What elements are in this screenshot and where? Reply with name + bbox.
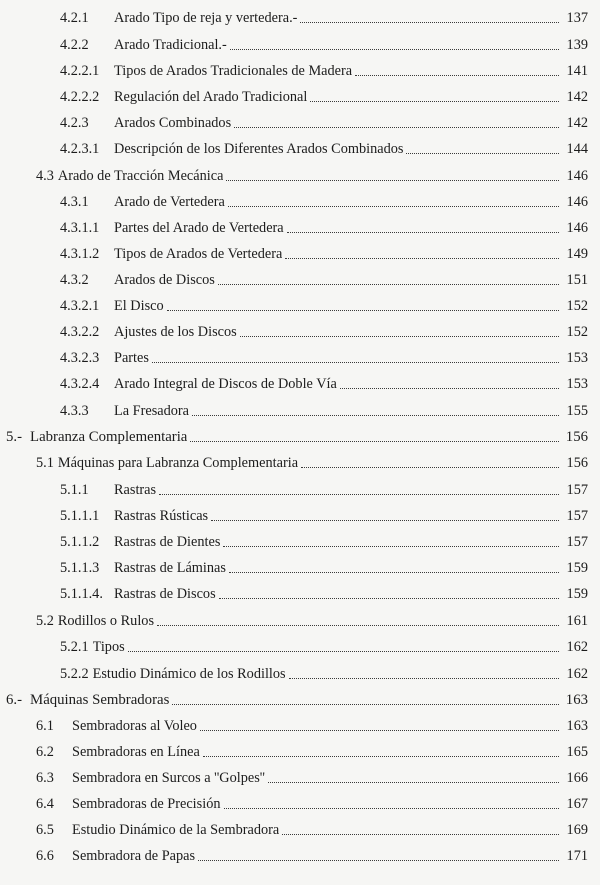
toc-entry-number: 4.2.3.1 xyxy=(60,141,100,157)
toc-entry[interactable] xyxy=(60,58,588,80)
toc-entry-page: 144 xyxy=(566,141,588,157)
toc-entry-number: 6.3 xyxy=(36,770,54,786)
toc-entry-page: 156 xyxy=(566,455,588,471)
dot-leader xyxy=(240,336,559,337)
toc-entry-page: 146 xyxy=(566,220,588,236)
dot-leader xyxy=(219,598,559,599)
toc-entry-page: 157 xyxy=(566,508,588,524)
dot-leader xyxy=(289,678,559,679)
toc-entry-title: Rastras de Discos xyxy=(114,586,216,602)
dot-leader xyxy=(128,651,559,652)
toc-entry-title: Máquinas para Labranza Complementaria xyxy=(57,455,299,471)
toc-entry-page: 149 xyxy=(566,246,588,262)
toc-entry-page: 169 xyxy=(566,822,588,838)
dot-leader xyxy=(223,546,559,547)
toc-entry-number: 4.2.1 xyxy=(60,10,89,26)
dot-leader xyxy=(340,388,559,389)
toc-entry[interactable] xyxy=(36,450,588,472)
toc-entry-title: Arado Tipo de reja y vertedera.- xyxy=(114,10,298,26)
toc-entry-page: 151 xyxy=(566,272,588,288)
dot-leader xyxy=(229,572,559,573)
toc-entry-title: Partes xyxy=(114,350,149,366)
toc-entry-number: 6.1 xyxy=(36,718,54,734)
toc-entry[interactable] xyxy=(60,371,588,393)
dot-leader xyxy=(228,206,559,207)
dot-leader xyxy=(211,520,559,521)
toc-entry[interactable] xyxy=(36,843,588,865)
toc-entry[interactable] xyxy=(60,345,588,367)
toc-entry-number: 5.1 xyxy=(36,455,54,471)
toc-entry-page: 153 xyxy=(566,376,588,392)
toc-entry-number: 4.2.2.1 xyxy=(60,63,100,79)
dot-leader xyxy=(287,232,559,233)
toc-entry-page: 156 xyxy=(565,429,588,445)
toc-entry-title: Rodillos o Rulos xyxy=(57,613,155,629)
toc-entry-number: 4.3.2 xyxy=(60,272,89,288)
toc-entry-page: 139 xyxy=(566,37,588,53)
toc-entry-title: Sembradora en Surcos a ''Golpes'' xyxy=(72,770,265,786)
toc-entry-number: 6.4 xyxy=(36,796,54,812)
toc-entry[interactable] xyxy=(60,529,588,551)
toc-entry[interactable] xyxy=(60,5,588,27)
toc-entry-title: Arados de Discos xyxy=(114,272,215,288)
toc-entry-number: 5.- xyxy=(6,429,23,445)
toc-entry-title: Tipos de Arados Tradicionales de Madera xyxy=(114,63,353,79)
toc-entry-title: Máquinas Sembradoras xyxy=(30,692,170,708)
dot-leader xyxy=(282,834,559,835)
toc-entry-title: Arado de Tracción Mecánica xyxy=(57,168,224,184)
toc-entry-page: 163 xyxy=(566,718,588,734)
toc-entry-title: Sembradoras de Precisión xyxy=(72,796,221,812)
toc-entry-title: Arados Combinados xyxy=(114,115,232,131)
toc-entry-number: 4.3.2.2 xyxy=(60,324,100,340)
dot-leader xyxy=(234,127,559,128)
toc-entry-number: 5.2.1 xyxy=(60,639,89,655)
dot-leader xyxy=(159,494,559,495)
toc-entry-number: 4.2.3 xyxy=(60,115,89,131)
dot-leader xyxy=(406,153,559,154)
dot-leader xyxy=(198,860,559,861)
toc-entry-page: 155 xyxy=(566,403,588,419)
toc-entry[interactable] xyxy=(36,713,588,735)
dot-leader xyxy=(152,362,559,363)
toc-entry-page: 137 xyxy=(566,10,588,26)
dot-leader xyxy=(218,284,559,285)
toc-entry-page: 162 xyxy=(566,666,588,682)
dot-leader xyxy=(300,22,559,23)
toc-entry-number: 4.3.1.1 xyxy=(60,220,100,236)
toc-entry-page: 146 xyxy=(566,194,588,210)
dot-leader xyxy=(355,75,559,76)
toc-entry-number: 5.1.1.4. xyxy=(60,586,103,602)
toc-entry[interactable] xyxy=(60,241,588,263)
toc-entry-number: 4.2.2 xyxy=(60,37,89,53)
toc-entry[interactable] xyxy=(60,555,588,577)
toc-entry[interactable] xyxy=(60,503,588,525)
toc-entry-title: Regulación del Arado Tradicional xyxy=(114,89,308,105)
dot-leader xyxy=(285,258,559,259)
toc-entry[interactable] xyxy=(60,189,588,211)
toc-entry[interactable] xyxy=(36,765,588,787)
toc-entry-number: 6.5 xyxy=(36,822,54,838)
dot-leader xyxy=(224,808,560,809)
toc-entry-number: 4.3 xyxy=(36,168,54,184)
toc-entry[interactable] xyxy=(60,84,588,106)
toc-entry-title: Arado Tradicional.- xyxy=(114,37,227,53)
toc-entry-page: 161 xyxy=(566,613,588,629)
toc-entry-number: 4.3.2.1 xyxy=(60,298,100,314)
toc-entry-page: 166 xyxy=(566,770,588,786)
dot-leader xyxy=(167,310,559,311)
toc-entry[interactable] xyxy=(60,267,588,289)
toc-entry-page: 153 xyxy=(566,350,588,366)
toc-entry-title: Ajustes de los Discos xyxy=(114,324,237,340)
toc-entry[interactable] xyxy=(36,817,588,839)
toc-entry[interactable] xyxy=(60,477,588,499)
toc-entry-number: 5.1.1.3 xyxy=(60,560,100,576)
toc-entry[interactable] xyxy=(60,110,588,132)
toc-entry-title: Tipos de Arados de Vertedera xyxy=(114,246,283,262)
toc-entry-number: 5.1.1.2 xyxy=(60,534,100,550)
toc-entry-page: 163 xyxy=(565,692,588,708)
toc-entry[interactable] xyxy=(60,581,588,603)
dot-leader xyxy=(157,625,559,626)
toc-entry[interactable] xyxy=(36,739,588,761)
toc-entry-page: 157 xyxy=(566,534,588,550)
toc-entry[interactable] xyxy=(60,293,588,315)
dot-leader xyxy=(190,441,559,442)
toc-entry-number: 4.3.1.2 xyxy=(60,246,100,262)
toc-entry[interactable] xyxy=(6,687,588,709)
toc-entry-page: 141 xyxy=(566,63,588,79)
toc-entry-title: El Disco xyxy=(114,298,164,314)
dot-leader xyxy=(203,756,559,757)
toc-entry-title: Partes del Arado de Vertedera xyxy=(114,220,284,236)
toc-entry-title: Rastras de Láminas xyxy=(114,560,226,576)
toc-entry-number: 6.2 xyxy=(36,744,54,760)
toc-entry-number: 4.3.3 xyxy=(60,403,89,419)
toc-entry-title: Sembradoras en Línea xyxy=(72,744,200,760)
dot-leader xyxy=(200,730,559,731)
toc-entry[interactable] xyxy=(60,319,588,341)
toc-entry-number: 4.2.2.2 xyxy=(60,89,100,105)
dot-leader xyxy=(226,180,559,181)
toc-entry-page: 146 xyxy=(566,168,588,184)
toc-entry-number: 5.2 xyxy=(36,613,54,629)
toc-entry-number: 5.1.1 xyxy=(60,482,89,498)
dot-leader xyxy=(310,101,559,102)
toc-entry-title: Arado Integral de Discos de Doble Vía xyxy=(114,376,337,392)
toc-entry-title: Tipos xyxy=(92,639,125,655)
toc-entry-number: 4.3.2.3 xyxy=(60,350,100,366)
toc-entry-number: 6.- xyxy=(6,692,23,708)
toc-entry-number: 4.3.1 xyxy=(60,194,89,210)
toc-entry-page: 152 xyxy=(566,324,588,340)
toc-entry[interactable] xyxy=(60,634,588,656)
toc-entry[interactable] xyxy=(60,215,588,237)
toc-entry-page: 142 xyxy=(566,89,588,105)
toc-entry-page: 142 xyxy=(566,115,588,131)
toc-entry-page: 159 xyxy=(566,560,588,576)
toc-entry-page: 157 xyxy=(566,482,588,498)
toc-entry[interactable] xyxy=(60,398,588,420)
toc-entry[interactable] xyxy=(36,608,588,630)
toc-entry-title: Sembradoras al Voleo xyxy=(72,718,197,734)
toc-entry-title: Sembradora de Papas xyxy=(72,848,196,864)
toc-entry[interactable] xyxy=(60,661,588,683)
dot-leader xyxy=(301,467,559,468)
toc-entry-number: 4.3.2.4 xyxy=(60,376,100,392)
toc-entry-title: Rastras xyxy=(114,482,157,498)
toc-entry-title: Descripción de los Diferentes Arados Combinados xyxy=(114,141,404,157)
toc-entry-page: 165 xyxy=(566,744,588,760)
toc-entry-title: Rastras de Dientes xyxy=(114,534,221,550)
toc-entry-number: 5.1.1.1 xyxy=(60,508,100,524)
toc-entry[interactable] xyxy=(60,136,588,158)
toc-entry[interactable] xyxy=(60,32,588,54)
dot-leader xyxy=(172,704,559,705)
toc-entry-title: La Fresadora xyxy=(114,403,190,419)
toc-entry-title: Labranza Complementaria xyxy=(30,429,188,445)
toc-entry-number: 5.2.2 xyxy=(60,666,89,682)
toc-entry-title: Estudio Dinámico de la Sembradora xyxy=(72,822,280,838)
toc-entry-page: 171 xyxy=(566,848,588,864)
toc-entry[interactable] xyxy=(36,163,588,185)
toc-entry-title: Arado de Vertedera xyxy=(114,194,225,210)
toc-entry-page: 152 xyxy=(566,298,588,314)
toc-entry-page: 159 xyxy=(566,586,588,602)
dot-leader xyxy=(230,49,559,50)
toc-entry-title: Estudio Dinámico de los Rodillos xyxy=(92,666,286,682)
dot-leader xyxy=(268,782,559,783)
dot-leader xyxy=(192,415,559,416)
toc-entry-page: 162 xyxy=(566,639,588,655)
toc-entry[interactable] xyxy=(36,791,588,813)
toc-entry-title: Rastras Rústicas xyxy=(114,508,209,524)
toc-entry-number: 6.6 xyxy=(36,848,54,864)
toc-entry[interactable] xyxy=(6,424,588,446)
toc-entry-page: 167 xyxy=(566,796,588,812)
